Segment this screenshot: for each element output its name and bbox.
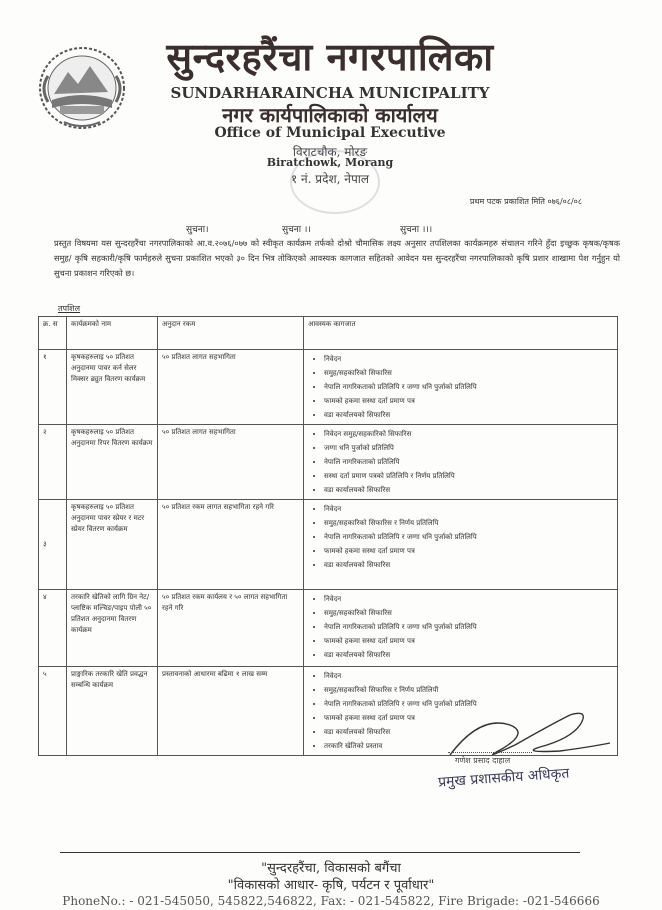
doc-item: • वडा कार्यालयको सिफारिस (324, 725, 613, 739)
row-program-name: कृषकहरुलाइ ५० प्रतिशत अनुदानमा पावर स्प्रेयर र मटर स्प्रेयर वितरण कार्यक्रम (67, 500, 158, 590)
footer-slogan-2: "विकासको आधार- कृषि, पर्यटन र पूर्वाधार" (227, 878, 435, 893)
doc-item: • वडा कार्यालयको सिफारिस (324, 558, 613, 572)
doc-item: • समुह/सहकारिको सिफारिस र निर्णय प्रतिलिपी (324, 683, 613, 697)
doc-item: • निवेदन (324, 502, 613, 516)
row-serial: २ (39, 425, 67, 500)
table-title: तपशिल (58, 304, 81, 313)
table-row (39, 500, 618, 590)
row-program-name: प्राङ्गारिक तरकारि खेति प्रवद्धन सम्बन्धि कार्यक्रम (67, 667, 158, 756)
row-docs (304, 350, 618, 425)
signatory-title: प्रमुख प्रशासकीय अधिकृत (437, 765, 570, 791)
doc-item: • फामको हकमा सस्था दर्ता प्रमाण पत्र (324, 634, 613, 648)
row-program-name: तरकारि खेतिको लागि ग्रिन नेट/प्लाष्टिक मल्चिङ/पाइप पोली ५० प्रतिशत अनुदानमा वितरण कार्यक्रम (67, 590, 158, 667)
row-serial: १ (39, 350, 67, 425)
doc-item: • फामको हकमा सस्था दर्ता प्रमाण पत्र (324, 711, 613, 725)
row-grant: ५० प्रतिशत लागत सहभागिता (158, 350, 304, 425)
row-serial: ३ (39, 500, 67, 590)
row-grant: प्रस्तावनाको आधारमा बढिमा १ लाख सम्म (158, 667, 304, 756)
municipality-emblem-icon (34, 42, 130, 132)
handwritten-signature (420, 695, 620, 775)
row-docs (304, 590, 618, 667)
row-grant: ५० प्रतिशत रकम लागत सहभागिता रहने गरि (158, 500, 304, 590)
municipality-name-nepali: सुन्दरहरैंचा नगरपालिका (166, 34, 494, 79)
row-docs (304, 500, 618, 590)
footer-divider (60, 852, 580, 853)
table-row (39, 425, 618, 500)
table-header-row (39, 317, 618, 350)
footer-contact: PhoneNo.: - 021-545050, 545822,546822, Fax: - 021-545822, Fire Brigade: -021-546666 (62, 894, 600, 908)
doc-item: • निवेदन (324, 669, 613, 683)
doc-item: • तरकारि खेतिको प्रस्ताव (324, 739, 613, 753)
notice-label-1: सुचना। (186, 225, 209, 235)
doc-item: • फामको हकमा सस्था दर्ता प्रमाण पत्र (324, 544, 613, 558)
footer-slogan-1: "सुन्दरहरैंचा, विकासको बगैंचा (261, 861, 401, 876)
doc-item: • नेपालि नागरिकताको प्रतिलिपि र जग्गा धनि पुर्जाको प्रतिलिपि (324, 620, 613, 634)
doc-item: • वडा कार्यालयको सिफारिस (324, 648, 613, 662)
intro-paragraph: प्रस्तुत विषयमा यस सुन्दरहरैंचा नगरपालिकाको आ.व.२०७६/०७७ को स्वीकृत कार्यक्रम तर्फको दोश्रो चौमासिक लक्ष्य अनुसार तपशिलका कार्यक्रमहरु संचालन गरिने हुँदा इच्छुक कृषक/कृषक समुह/ कृषि सहकारी/कृषि फार्महरुले सुचना प्रकाशित भएको ३० दिन भित्र तोकिएको आवस्यक कागजात सहितको आवेदन यस सुन्दरहरैंचा नगरपालिकाको कृषि प्रशार शाखामा पेश गर्नुहुन यो सुचना प्रकाशन गरिएको छ। (54, 238, 620, 278)
row-grant: ५० प्रतिशत रकम कार्यलय र ५० लागत सहभागिता रहने गरि (158, 590, 304, 667)
header-grant-amount: अनुदान रकम (158, 317, 304, 350)
address-nepali: विराटचौक, मोरङ (292, 145, 368, 159)
faded-stamp (290, 150, 380, 214)
doc-item: • वडा कार्यालयको सिफारिस (324, 483, 613, 497)
row-serial: ४ (39, 590, 67, 667)
doc-item: • जग्गा धनि पुर्जाको प्रतिलिपि (324, 441, 613, 455)
doc-item: • निवेदन समुह/सहकारिको सिफारिस (324, 427, 613, 441)
doc-item: • निवेदन (324, 352, 613, 366)
publication-date: प्रथम पटक प्रकाशित मिति ०७६/०८/०८ (469, 197, 582, 206)
address-english: Biratchowk, Morang (266, 156, 394, 169)
doc-item: • नेपालि नागरिकताको प्रतिलिपि (324, 455, 613, 469)
row-grant: ५० प्रतिशत लागत सहभागिता (158, 425, 304, 500)
doc-item: • फामको हकमा सस्था दर्ता प्रमाण पत्र (324, 394, 613, 408)
header-serial: क्र. स (39, 317, 67, 350)
notice-label-2: सुचना ।। (282, 225, 311, 235)
header-program-name: कार्यक्रमको नाम (67, 317, 158, 350)
office-name-nepali: नगर कार्यपालिकाको कार्यालय (222, 103, 438, 127)
doc-item: • सस्था दर्ता प्रमाण पत्रको प्रतिलिपि र निर्णय प्रतिलिपि (324, 469, 613, 483)
doc-item: • समुह/सहकारिको सिफारिस (324, 606, 613, 620)
doc-item: • वडा कार्यालयको सिफारिस (324, 408, 613, 422)
doc-item: • समुह/सहकारिको सिफारिस (324, 366, 613, 380)
row-program-name: कृषकहरुलाइ ५० प्रतिशत अनुदानमा पावर कर्न सेलर मिक्सर ढ्युत वितरण कार्यक्रम (67, 350, 158, 425)
municipality-name-english: SUNDARHARAINCHA MUNICIPALITY (170, 84, 490, 102)
program-table (38, 316, 618, 756)
doc-item: • नेपालि नागरिकताको प्रतिलिपि र जग्गा धनि पुर्जाको प्रतिलिपि (324, 380, 613, 394)
signatory-name: गणेश प्रसाद दाहाल (455, 756, 511, 765)
doc-item: • निवेदन (324, 592, 613, 606)
doc-item: • नेपालि नागरिकताको प्रतिलिपि र जग्गा धनि पुर्जाको प्रतिलिपि (324, 697, 613, 711)
doc-item: • नेपालि नागरिकताको प्रतिलिपि र जग्गा धनि पुर्जाको प्रतिलिपि (324, 530, 613, 544)
row-program-name: कृषकहरुलाइ ५० प्रतिशत अनुदानमा रिपर वितरण कार्यक्रम (67, 425, 158, 500)
doc-item: • समुह/सहकारिको सिफारिस र निर्णय प्रतिलिपि (324, 516, 613, 530)
notice-label-3: सुचना ।।। (400, 225, 433, 235)
table-row (39, 590, 618, 667)
signature-line (448, 752, 532, 753)
province-nepali: १ नं. प्रदेश, नेपाल (290, 172, 370, 186)
table-row (39, 350, 618, 425)
office-name-english: Office of Municipal Executive (214, 125, 446, 141)
row-docs (304, 425, 618, 500)
row-serial: ५ (39, 667, 67, 756)
header-required-documents: आवस्यक कागजात (304, 317, 618, 350)
